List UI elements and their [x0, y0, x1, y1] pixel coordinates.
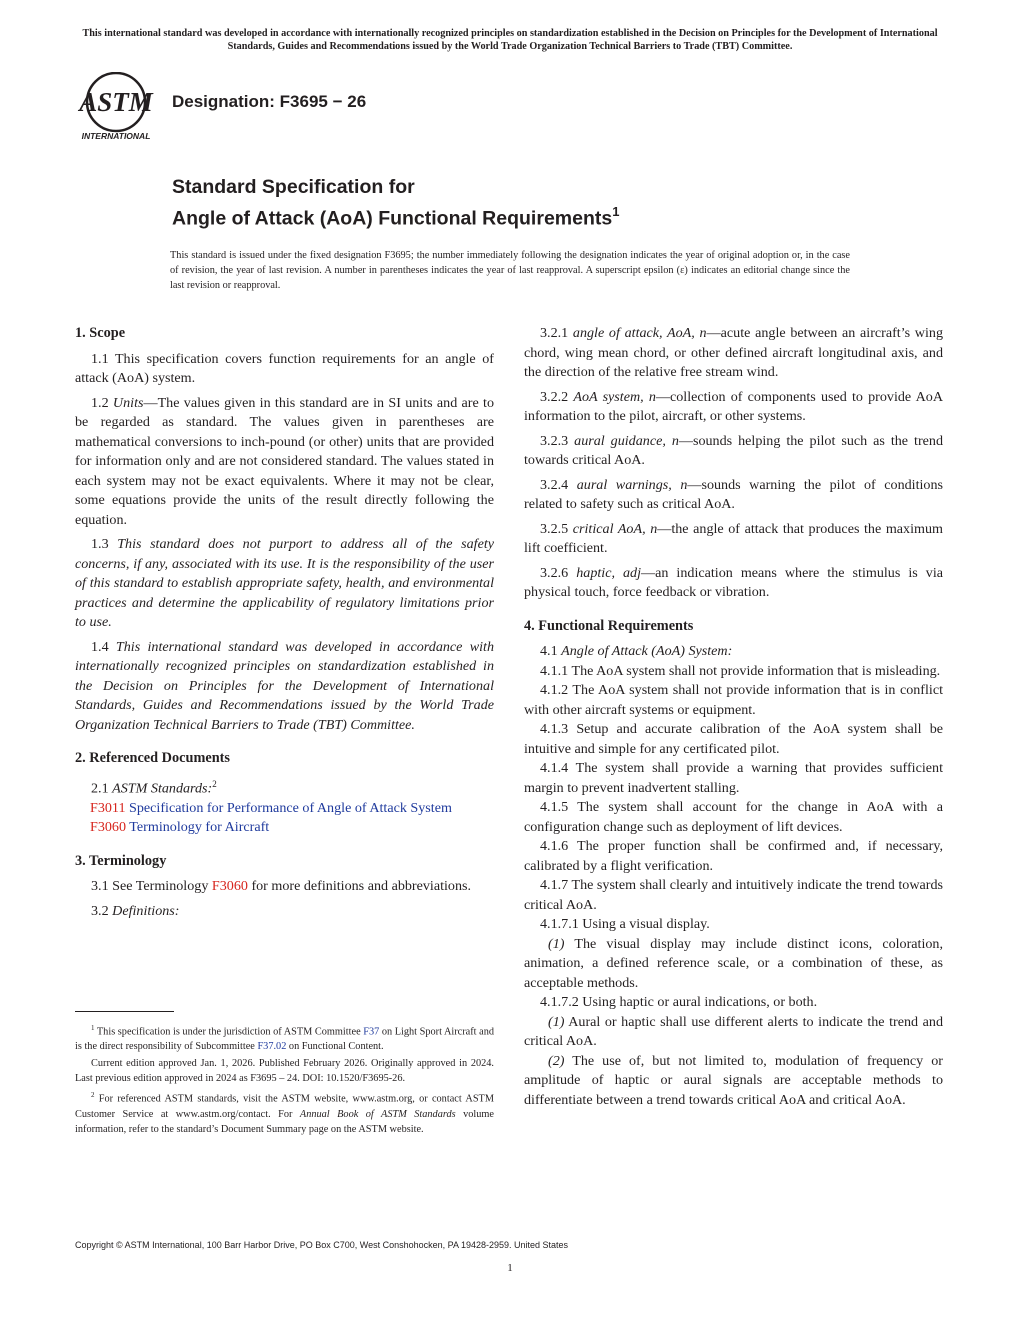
def-3-2-3: 3.2.3 aural guidance, n—sounds helping the pilot such as the trend towards critical AoA. — [524, 432, 943, 468]
para-4-1-3: 4.1.3 Setup and accurate calibration of the AoA system shall be intuitive and simple for any certificated pilot. — [524, 721, 943, 757]
title-footnote-mark: 1 — [612, 204, 620, 219]
ref-f3011-title[interactable]: Specification for Performance of Angle of Attack System — [125, 799, 452, 816]
footnote-1-edition: Current edition approved Jan. 1, 2026. Published February 2026. Originally approved in 2024. Last previous edition approved in 2024 as F3695 – 24. DOI: 10.1520/F3695-26. — [75, 1058, 494, 1085]
footnote-divider — [75, 1011, 174, 1012]
title-line-2 — [172, 200, 619, 232]
section-3-heading: 3. Terminology — [75, 852, 167, 869]
para-1-2: 1.2 Units—The values given in this standard are in SI units and are to be regarded as standard. The values given in parentheses are mathematical conversions to inch-pound (or other) units that are provided for information only and are not considered standard. The values stated in each system may not be exact equivalents. Where it may not be clear, some equations provide the units of the result directly following the equation. — [75, 394, 494, 528]
designation: Designation: F3695 − 26 — [172, 92, 367, 111]
para-2-1: 2.1 ASTM Standards:$^2$ — [91, 778, 217, 797]
ref-f3060-code[interactable]: F3060 — [90, 819, 127, 836]
footnote-2: $^2$ For referenced ASTM standards, visit the ASTM website, www.astm.org, or contact ASTM Customer Service at www.astm.org/contact. For Annual Book of ASTM Standards volume information, refer to the standard’s Document Summary page on the ASTM website. — [75, 1091, 494, 1135]
link-f37-02[interactable]: F37.02 — [257, 1041, 287, 1053]
para-4-1-1: 4.1.1 The AoA system shall not provide information that is misleading. — [540, 662, 941, 679]
title-line-1: Standard Specification for — [172, 176, 415, 198]
astm-logo-icon — [76, 72, 162, 144]
para-4-1: 4.1 Angle of Attack (AoA) System: — [540, 643, 733, 659]
link-f3060[interactable]: F3060 — [211, 878, 248, 895]
para-3-1: 3.1 See Terminology F3060 for more definitions and abbreviations. — [91, 878, 472, 895]
para-4-1-6: 4.1.6 The proper function shall be confirmed and, if necessary, calibrated by a flight verification. — [524, 838, 943, 874]
def-3-2-6: 3.2.6 haptic, adj—an indication means where the stimulus is via physical touch, force feedback or vibration. — [524, 564, 943, 600]
para-4-1-4: 4.1.4 The system shall provide a warning that provides sufficient margin to prevent inadvertent stalling. — [524, 760, 943, 796]
reference-f3011[interactable] — [75, 799, 494, 819]
right-column — [524, 324, 943, 1110]
left-column — [75, 324, 494, 926]
section-2-heading: 2. Referenced Documents — [75, 750, 230, 766]
def-3-2-2: 3.2.2 AoA system, n—collection of components used to provide AoA information to the pilot, aircraft, or other systems. — [524, 388, 943, 424]
para-4-1-7-2-b: (2) The use of, but not limited to, modulation of frequency or amplitude of haptic or aural signals are acceptable methods to differentiate between a trend towards critical AoA and critical AoA. — [524, 1052, 943, 1108]
ref-f3011-code[interactable]: F3011 — [90, 799, 126, 816]
para-4-1-5: 4.1.5 The system shall account for the change in AoA with a configuration change such as deployment of lift devices. — [524, 799, 943, 835]
def-3-2-1: 3.2.1 angle of attack, AoA, n—acute angle between an aircraft’s wing chord, wing mean chord, or other defined aircraft longitudinal axis, and the direction of the relative free stream wind. — [524, 325, 943, 380]
para-4-1-7-1-a: (1) The visual display may include distinct icons, coloration, animation, a defined reference scale, or a combination of these, as acceptable methods. — [524, 935, 943, 991]
document-title — [172, 174, 619, 232]
section-4-heading: 4. Functional Requirements — [524, 617, 694, 634]
footnotes — [75, 1021, 494, 1139]
astm-logo — [76, 72, 162, 144]
para-4-1-2: 4.1.2 The AoA system shall not provide information that is in conflict with other aircraft systems or equipment. — [524, 682, 943, 718]
def-3-2-5: 3.2.5 critical AoA, n—the angle of attack that produces the maximum lift coefficient. — [524, 520, 943, 556]
link-f37[interactable]: F37 — [363, 1026, 380, 1038]
page-number: 1 — [507, 1262, 513, 1274]
para-1-1: 1.1 This specification covers function requirements for an angle of attack (AoA) system. — [75, 350, 494, 386]
para-4-1-7-2-a: (1) Aural or haptic shall use different alerts to indicate the trend and critical AoA. — [524, 1013, 943, 1049]
issued-note: This standard is issued under the fixed designation F3695; the number immediately following the designation indicates the year of original adoption or, in the case of revision, the year of last revision. A number in parentheses indicates the year of last reapproval. A superscript epsilon (ε) indicates an editorial change since the last revision or reapproval. — [170, 250, 850, 291]
logo-mark: ASTM — [79, 87, 153, 117]
para-1-3: 1.3 This standard does not purport to address all of the safety concerns, if any, associated with its use. It is the responsibility of the user of this standard to establish appropriate safety, health, and environmental practices and determine the applicability of regulatory limitations prior to use. — [75, 536, 494, 630]
para-1-4: 1.4 This international standard was developed in accordance with internationally recognized principles on standardization established in the Decision on Principles for the Development of International Standards, Guides and Recommendations issued by the World Trade Organization Technical Barriers to Trade (TBT) Committee. — [75, 638, 494, 733]
def-3-2-4: 3.2.4 aural warnings, n—sounds warning the pilot of conditions related to safety such as critical AoA. — [524, 476, 943, 512]
para-4-1-7-1: 4.1.7.1 Using a visual display. — [540, 916, 710, 932]
development-notice: This international standard was developed in accordance with internationally recognized principles on standardization established in the Decision on Principles for the Development of International Standards, Guides and Recommendations issued by the World Trade Organization Technical Barriers to Trade (TBT) Committee. — [82, 28, 938, 52]
section-1-heading: 1. Scope — [75, 325, 126, 341]
para-3-2: 3.2 Definitions: — [91, 902, 180, 919]
copyright: Copyright © ASTM International, 100 Barr Harbor Drive, PO Box C700, West Conshohocken, PA 19428-2959. United States — [75, 1240, 569, 1250]
para-4-1-7-2: 4.1.7.2 Using haptic or aural indications, or both. — [540, 994, 818, 1010]
footnote-1: $^1$ This specification is under the jurisdiction of ASTM Committee F37 on Light Sport Aircraft and is the direct responsibility of Subcommittee F37.02 on Functional Content. — [75, 1024, 494, 1053]
reference-f3060[interactable] — [75, 818, 494, 838]
ref-f3060-title[interactable]: Terminology for Aircraft — [126, 819, 270, 836]
para-4-1-7: 4.1.7 The system shall clearly and intuitively indicate the trend towards critical AoA. — [524, 877, 943, 913]
title-main: Angle of Attack (AoA) Functional Requirements — [172, 207, 613, 230]
logo-subtext: INTERNATIONAL — [81, 131, 151, 141]
